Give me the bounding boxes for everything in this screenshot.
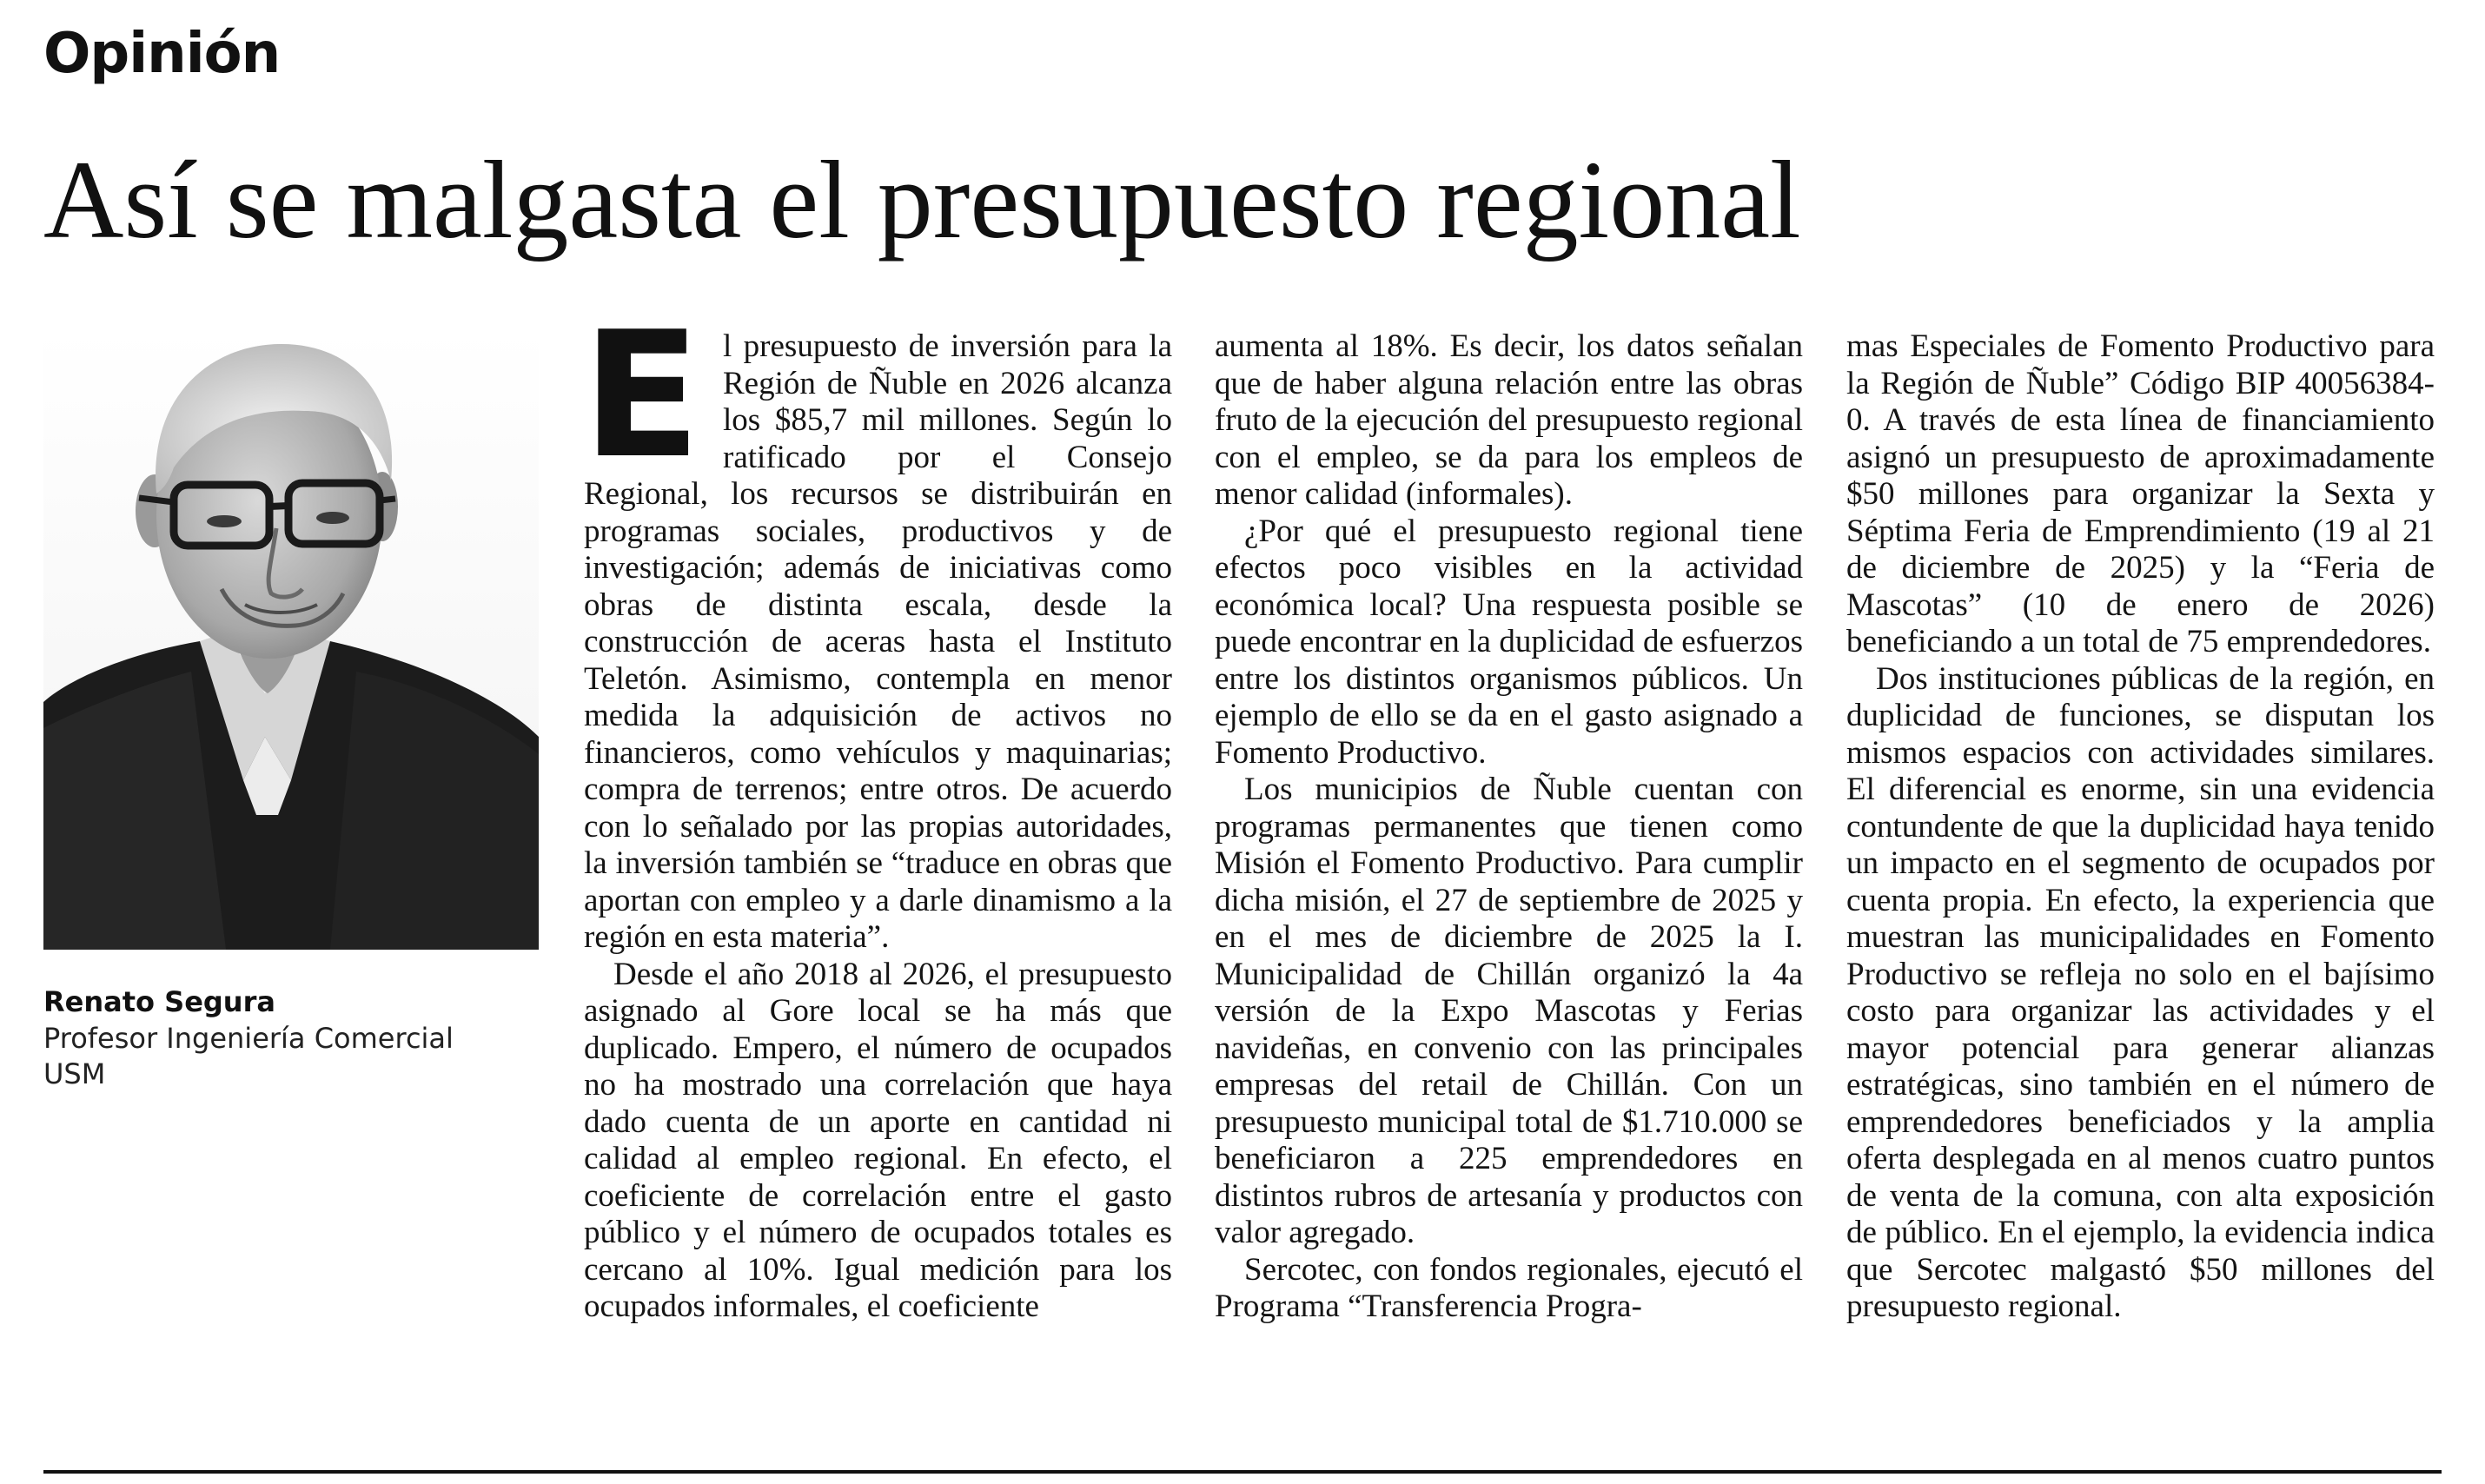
paragraph: Dos instituciones públicas de la región, en duplicidad de funciones, se disputan los mismos espacios con actividades similares. El diferencial es enorme, sin una evidencia contundente de que la duplicidad haya tenido un impacto en el segmento de ocupados por cuenta propia. En efecto, la experiencia que muestran las municipalidades en Fomento Productivo se refleja no solo en el bajísimo costo para organizar las actividades y el mayor potencial para generar alianzas estratégicas, sino también en el número de emprendedores beneficiados y la amplia oferta desplegada en al menos cuatro puntos de venta de la comuna, con alta exposición de público. En el ejemplo, la evidencia indica que Sercotec malgastó $50 millones del presupuesto regional. (1846, 660, 2435, 1324)
paragraph: Desde el año 2018 al 2026, el presupuesto asignado al Gore local se ha más que duplicado. Empero, el número de ocupados no ha mostrado una correlación que haya dado cuenta de un aporte en cantidad ni calidad al empleo regional. En efecto, el coeficiente de correlación entre el gasto público y el número de ocupados totales es cercano al 10%. Igual medición para los ocupados informales, el coeficiente (584, 956, 1172, 1324)
paragraph: ¿Por qué el presupuesto regional tiene efectos poco visibles en la actividad económica local? Una respuesta posible se puede encontrar en la duplicidad de esfuerzos entre los distintos organismos públicos. Un ejemplo de ello se da en el gasto asignado a Fomento Productivo. (1215, 513, 1803, 771)
paragraph: aumenta al 18%. Es decir, los datos señalan que de haber alguna relación entre las obras fruto de la ejecución del presupuesto regional con el empleo, se da para los empleos de menor calidad (informales). (1215, 328, 1803, 512)
author-name: Renato Segura (43, 985, 275, 1018)
author-institution: USM (43, 1057, 106, 1090)
article-column-2 (1215, 328, 1803, 1326)
headline: Así se malgasta el presupuesto regional (43, 138, 1801, 262)
paragraph: Los municipios de Ñuble cuentan con programas permanentes que tienen como Misión el Fomento Productivo. Para cumplir dicha misión, el 27 de septiembre de 2025 y en el mes de diciembre de 2025 la I. Municipalidad de Chillán organizó la 4a versión de la Expo Mascotas y Ferias navideñas, en convenio con las principales empresas del retail de Chillán. Con un presupuesto municipal total de $1.710.000 se beneficiaron a 225 emprendedores en distintos rubros de artesanía y productos con valor agregado. (1215, 772, 1803, 1250)
article-column-1 (582, 295, 1172, 1326)
paragraph: mas Especiales de Fomento Productivo para la Región de Ñuble” Código BIP 40056384-0. A través de esta línea de financiamiento asignó un presupuesto de aproximadamente $50 millones para organizar la Sexta y Séptima Feria de Emprendimiento (19 al 21 de diciembre de 2025) y la “Feria de Mascotas” (10 de enero de 2026) beneficiando a un total de 75 emprendedores. (1846, 328, 2435, 659)
section-label: Opinión (43, 22, 281, 86)
author-photo (43, 328, 539, 950)
author-role: Profesor Ingeniería Comercial (43, 1022, 454, 1055)
drop-cap: E (582, 295, 701, 497)
paragraph: l presupuesto de inversión para la Región de Ñuble en 2026 alcanza los $85,7 mil millones. Según lo ratificado por el Consejo Regional, los recursos se distribuirán en programas sociales, productivos y de investigación; además de iniciativas como obras de distinta escala, desde la construcción de aceras hasta el Instituto Teletón. Asimismo, contempla en menor medida la adquisición de activos no financieros, como vehículos y maquinarias; compra de terrenos; entre otros. De acuerdo con lo señalado por las propias autoridades, la inversión también se “traduce en obras que aportan con empleo y a darle dinamismo a la región en esta materia”. (584, 328, 1172, 955)
paragraph: Sercotec, con fondos regionales, ejecutó el Programa “Transferencia Progra- (1215, 1251, 1803, 1324)
article-column-3 (1846, 328, 2435, 1326)
bottom-rule (43, 1470, 2442, 1474)
